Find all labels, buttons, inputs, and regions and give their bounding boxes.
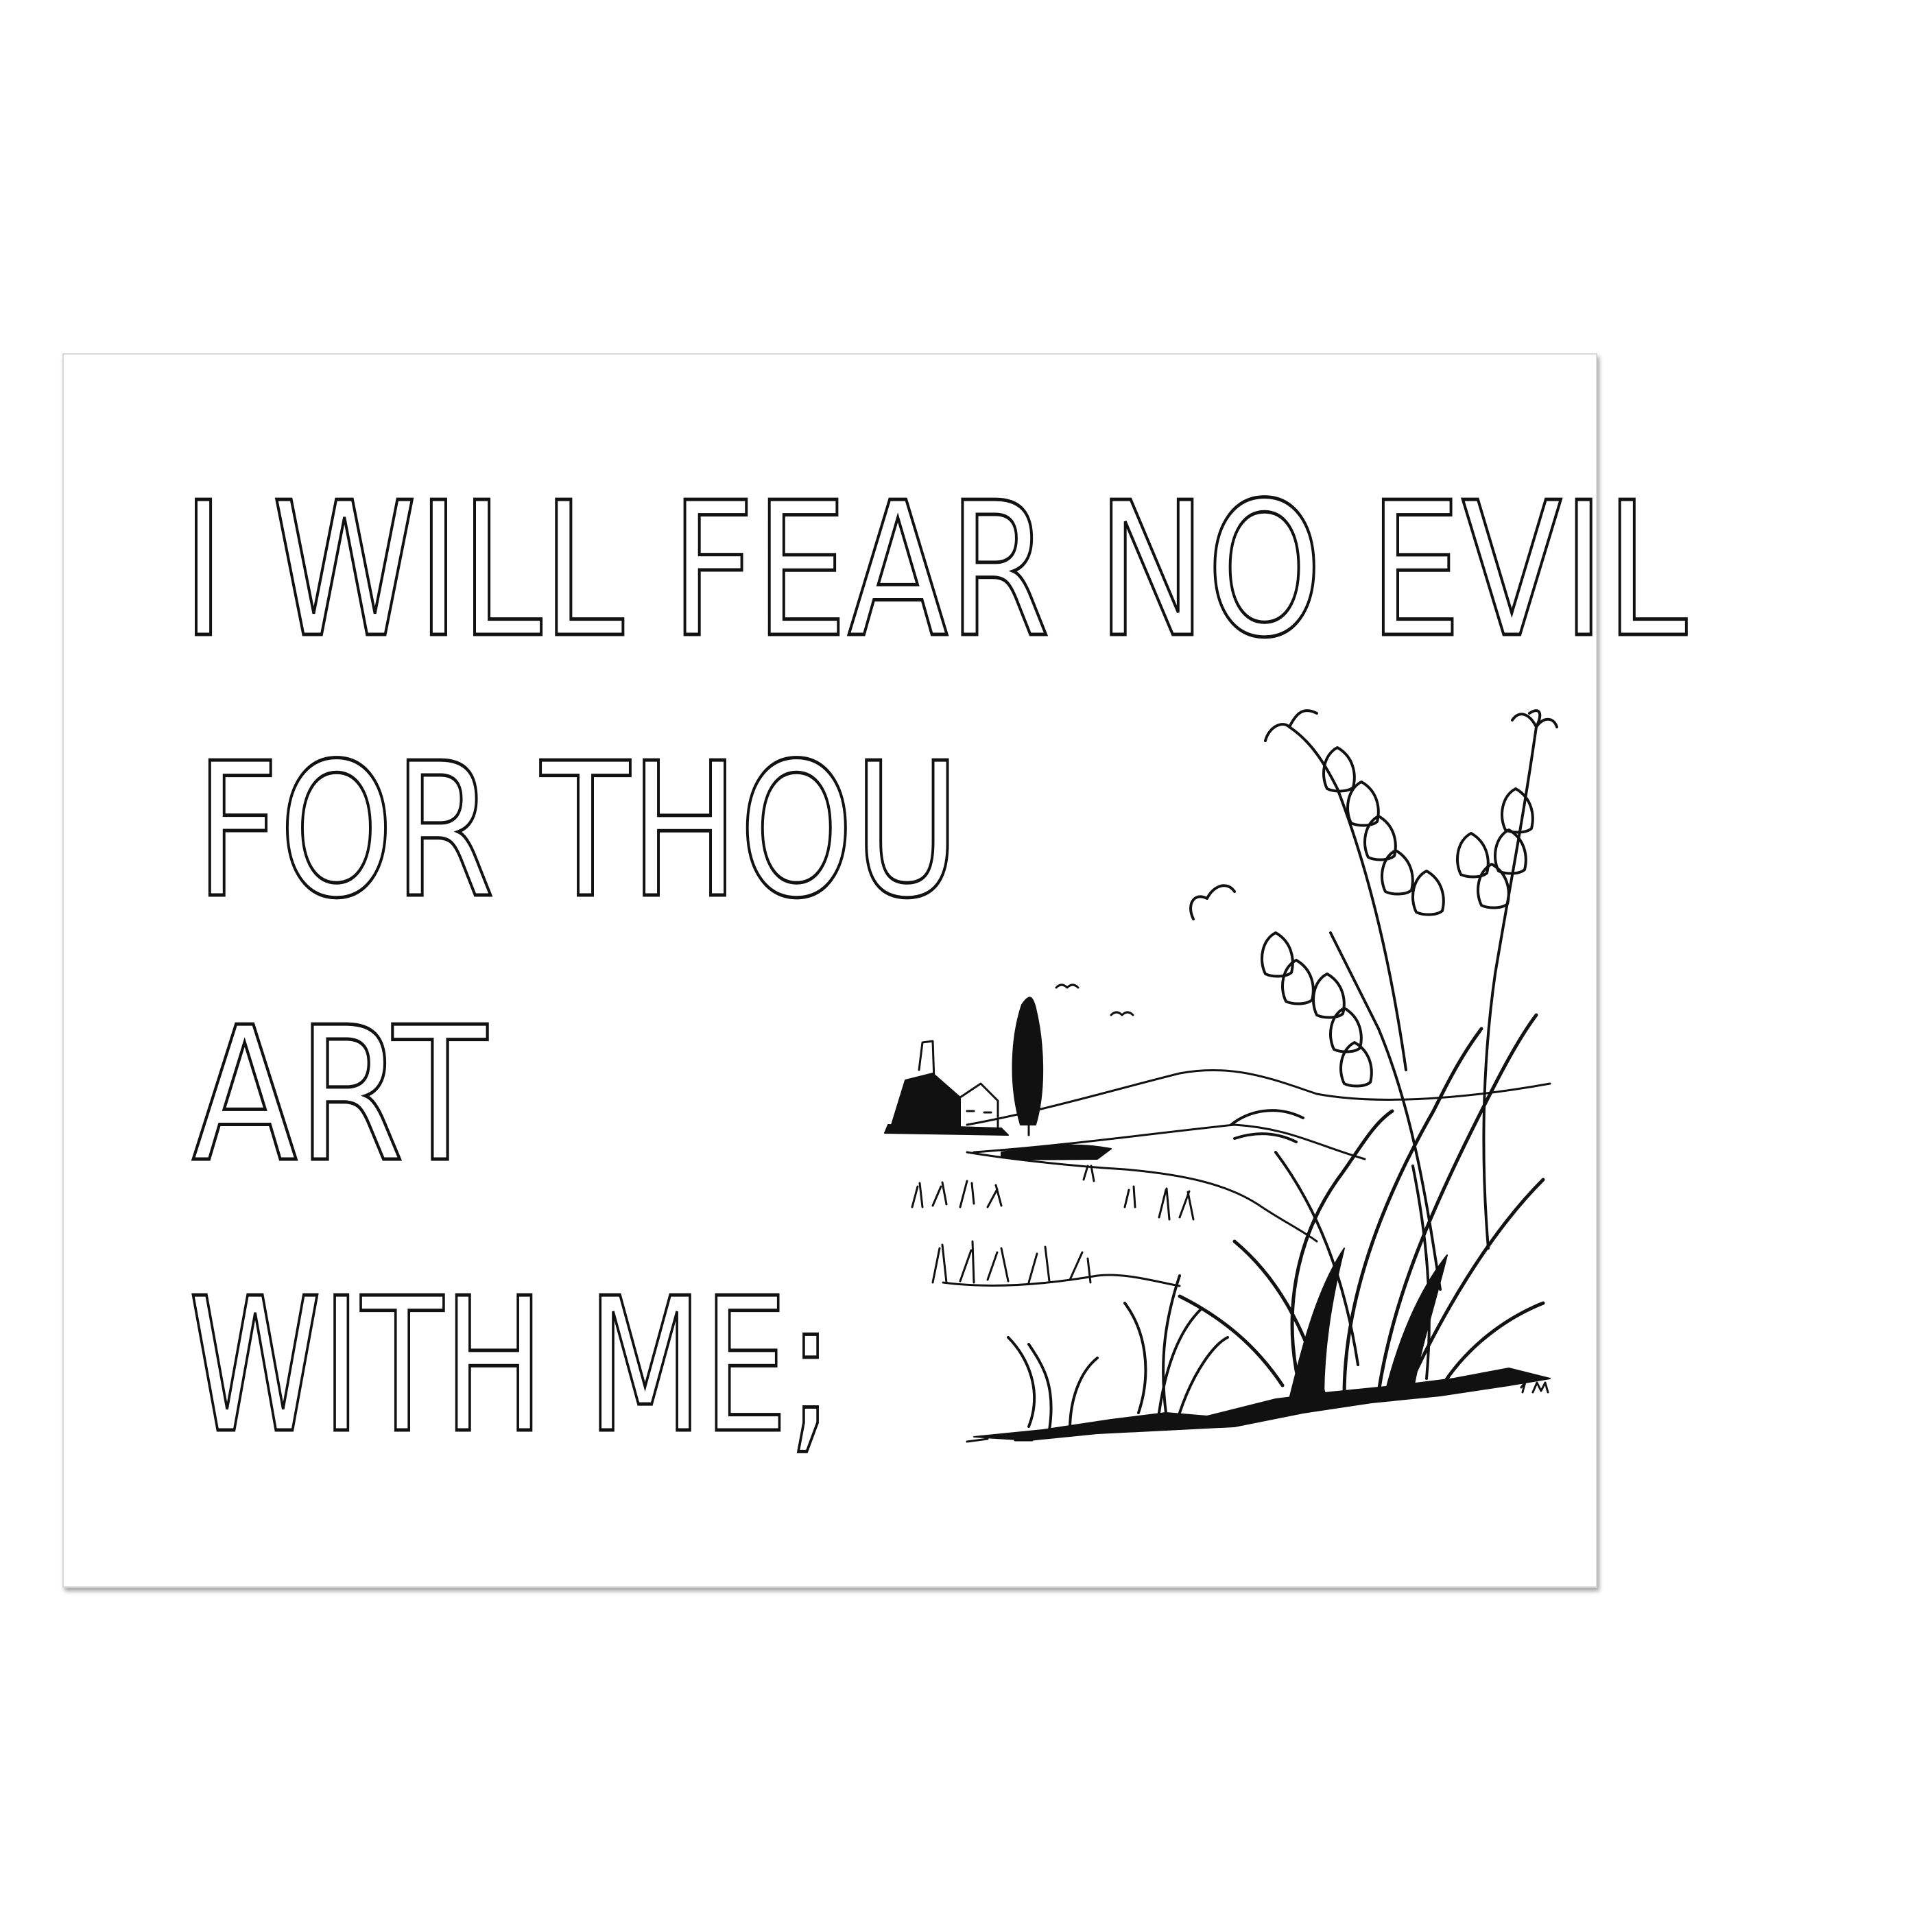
verse-line-1: I WILL FEAR NO EVIL xyxy=(182,462,1689,678)
verse-line-4: WITH ME; xyxy=(189,1258,833,1474)
verse-line-3: ART xyxy=(192,987,490,1203)
bluebell-flowers xyxy=(1262,748,1533,1086)
verse-line-2: FOR THOU xyxy=(195,723,960,939)
artist-initials-mark xyxy=(1521,1382,1548,1392)
cypress-tree-icon xyxy=(1012,997,1042,1135)
bird-icon xyxy=(1111,1012,1133,1015)
bluebells-illustration xyxy=(885,711,1557,1442)
bird-icon xyxy=(1056,985,1078,988)
